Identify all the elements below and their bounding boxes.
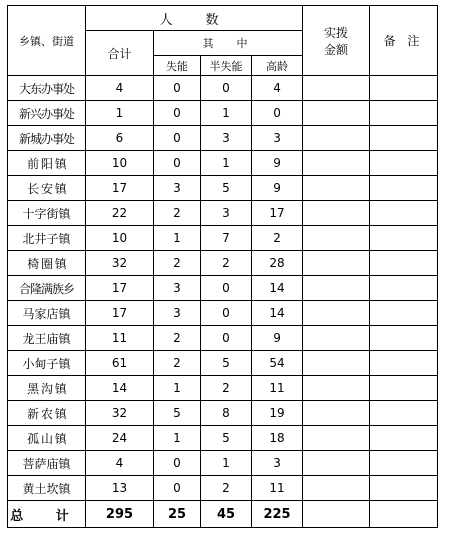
row-disabled: 0 xyxy=(154,76,201,101)
row-semi: 2 xyxy=(201,376,252,401)
row-remarks xyxy=(370,326,438,351)
row-semi: 2 xyxy=(201,476,252,501)
row-elderly: 11 xyxy=(252,376,303,401)
table-row xyxy=(8,251,438,276)
row-remarks xyxy=(370,426,438,451)
row-semi: 8 xyxy=(201,401,252,426)
row-semi: 0 xyxy=(201,301,252,326)
row-amount xyxy=(303,476,370,501)
row-total: 24 xyxy=(86,426,154,451)
row-total: 1 xyxy=(86,101,154,126)
row-elderly: 9 xyxy=(252,326,303,351)
totals-remarks xyxy=(370,501,438,528)
row-total: 13 xyxy=(86,476,154,501)
row-amount xyxy=(303,126,370,151)
row-remarks xyxy=(370,301,438,326)
row-remarks xyxy=(370,401,438,426)
row-remarks xyxy=(370,101,438,126)
row-disabled: 3 xyxy=(154,176,201,201)
row-remarks xyxy=(370,176,438,201)
row-total: 10 xyxy=(86,151,154,176)
row-total: 32 xyxy=(86,251,154,276)
header-people: 人 数 xyxy=(86,6,303,31)
row-total: 17 xyxy=(86,176,154,201)
row-elderly: 2 xyxy=(252,226,303,251)
table-row xyxy=(8,151,438,176)
table-row xyxy=(8,276,438,301)
row-elderly: 0 xyxy=(252,101,303,126)
row-town: 十字街镇 xyxy=(8,201,86,226)
row-remarks xyxy=(370,276,438,301)
totals-label: 总 计 xyxy=(8,501,86,528)
row-town: 孤 山 镇 xyxy=(8,426,86,451)
table-row xyxy=(8,351,438,376)
row-remarks xyxy=(370,151,438,176)
row-disabled: 2 xyxy=(154,201,201,226)
table-row xyxy=(8,426,438,451)
row-elderly: 19 xyxy=(252,401,303,426)
table-row xyxy=(8,401,438,426)
row-elderly: 3 xyxy=(252,126,303,151)
row-total: 10 xyxy=(86,226,154,251)
row-amount xyxy=(303,326,370,351)
row-town: 新城办事处 xyxy=(8,126,86,151)
row-elderly: 18 xyxy=(252,426,303,451)
header-total: 合计 xyxy=(86,31,154,76)
row-remarks xyxy=(370,251,438,276)
row-remarks xyxy=(370,351,438,376)
row-semi: 1 xyxy=(201,451,252,476)
table-row xyxy=(8,476,438,501)
row-amount xyxy=(303,376,370,401)
row-amount xyxy=(303,351,370,376)
row-semi: 0 xyxy=(201,326,252,351)
row-elderly: 9 xyxy=(252,151,303,176)
row-town: 黑 沟 镇 xyxy=(8,376,86,401)
row-amount xyxy=(303,226,370,251)
row-town: 新 农 镇 xyxy=(8,401,86,426)
row-total: 17 xyxy=(86,276,154,301)
row-amount xyxy=(303,451,370,476)
row-elderly: 11 xyxy=(252,476,303,501)
row-town: 马家店镇 xyxy=(8,301,86,326)
row-town: 大东办事处 xyxy=(8,76,86,101)
header-remarks: 备 注 xyxy=(370,6,438,76)
table-row xyxy=(8,226,438,251)
table-row xyxy=(8,451,438,476)
row-disabled: 0 xyxy=(154,151,201,176)
row-amount xyxy=(303,151,370,176)
row-remarks xyxy=(370,201,438,226)
row-semi: 0 xyxy=(201,76,252,101)
row-remarks xyxy=(370,376,438,401)
row-town: 合隆满族乡 xyxy=(8,276,86,301)
row-town: 新兴办事处 xyxy=(8,101,86,126)
table-row xyxy=(8,126,438,151)
row-remarks xyxy=(370,476,438,501)
row-remarks xyxy=(370,451,438,476)
table-row xyxy=(8,76,438,101)
row-semi: 0 xyxy=(201,276,252,301)
row-semi: 5 xyxy=(201,426,252,451)
row-semi: 1 xyxy=(201,151,252,176)
row-amount xyxy=(303,301,370,326)
totals-semi: 45 xyxy=(201,501,252,528)
row-amount xyxy=(303,101,370,126)
table-row xyxy=(8,326,438,351)
row-remarks xyxy=(370,226,438,251)
row-town: 黄土坎镇 xyxy=(8,476,86,501)
row-total: 61 xyxy=(86,351,154,376)
row-disabled: 0 xyxy=(154,101,201,126)
table-row xyxy=(8,301,438,326)
row-disabled: 0 xyxy=(154,126,201,151)
row-semi: 2 xyxy=(201,251,252,276)
row-amount xyxy=(303,176,370,201)
row-disabled: 2 xyxy=(154,251,201,276)
header-of-which: 其 中 xyxy=(154,31,303,56)
header-semi-disabled: 半失能 xyxy=(201,56,252,76)
row-town: 椅 圈 镇 xyxy=(8,251,86,276)
totals-total: 295 xyxy=(86,501,154,528)
row-town: 长 安 镇 xyxy=(8,176,86,201)
row-town: 北井子镇 xyxy=(8,226,86,251)
row-disabled: 2 xyxy=(154,326,201,351)
totals-elderly: 225 xyxy=(252,501,303,528)
table-row xyxy=(8,101,438,126)
header-disabled: 失能 xyxy=(154,56,201,76)
row-elderly: 14 xyxy=(252,276,303,301)
row-amount xyxy=(303,401,370,426)
header-town: 乡镇、街道 xyxy=(8,6,86,76)
row-elderly: 28 xyxy=(252,251,303,276)
header-amount xyxy=(303,6,370,76)
row-town: 龙王庙镇 xyxy=(8,326,86,351)
row-elderly: 3 xyxy=(252,451,303,476)
row-semi: 3 xyxy=(201,201,252,226)
table-row xyxy=(8,176,438,201)
totals-row xyxy=(8,501,438,528)
row-amount xyxy=(303,201,370,226)
row-total: 6 xyxy=(86,126,154,151)
header-elderly: 高龄 xyxy=(252,56,303,76)
row-total: 17 xyxy=(86,301,154,326)
row-total: 14 xyxy=(86,376,154,401)
row-town: 菩萨庙镇 xyxy=(8,451,86,476)
row-amount xyxy=(303,76,370,101)
row-amount xyxy=(303,276,370,301)
row-total: 4 xyxy=(86,76,154,101)
row-disabled: 1 xyxy=(154,376,201,401)
row-semi: 5 xyxy=(201,351,252,376)
row-remarks xyxy=(370,76,438,101)
row-disabled: 0 xyxy=(154,476,201,501)
row-disabled: 0 xyxy=(154,451,201,476)
row-semi: 3 xyxy=(201,126,252,151)
row-semi: 7 xyxy=(201,226,252,251)
row-disabled: 1 xyxy=(154,226,201,251)
row-elderly: 17 xyxy=(252,201,303,226)
row-disabled: 2 xyxy=(154,351,201,376)
row-disabled: 3 xyxy=(154,301,201,326)
row-total: 11 xyxy=(86,326,154,351)
row-elderly: 14 xyxy=(252,301,303,326)
row-total: 4 xyxy=(86,451,154,476)
totals-amount xyxy=(303,501,370,528)
row-disabled: 1 xyxy=(154,426,201,451)
header-amount-line1: 实拨 xyxy=(324,25,349,40)
header-amount-line2: 金额 xyxy=(324,42,349,57)
row-disabled: 3 xyxy=(154,276,201,301)
table-row xyxy=(8,376,438,401)
row-elderly: 54 xyxy=(252,351,303,376)
row-total: 22 xyxy=(86,201,154,226)
row-elderly: 9 xyxy=(252,176,303,201)
row-elderly: 4 xyxy=(252,76,303,101)
row-amount xyxy=(303,426,370,451)
table-row xyxy=(8,201,438,226)
row-remarks xyxy=(370,126,438,151)
data-rows xyxy=(8,76,438,501)
row-disabled: 5 xyxy=(154,401,201,426)
totals-disabled: 25 xyxy=(154,501,201,528)
row-town: 小甸子镇 xyxy=(8,351,86,376)
row-amount xyxy=(303,251,370,276)
subsidy-table xyxy=(7,5,438,528)
row-total: 32 xyxy=(86,401,154,426)
row-semi: 5 xyxy=(201,176,252,201)
row-semi: 1 xyxy=(201,101,252,126)
row-town: 前 阳 镇 xyxy=(8,151,86,176)
